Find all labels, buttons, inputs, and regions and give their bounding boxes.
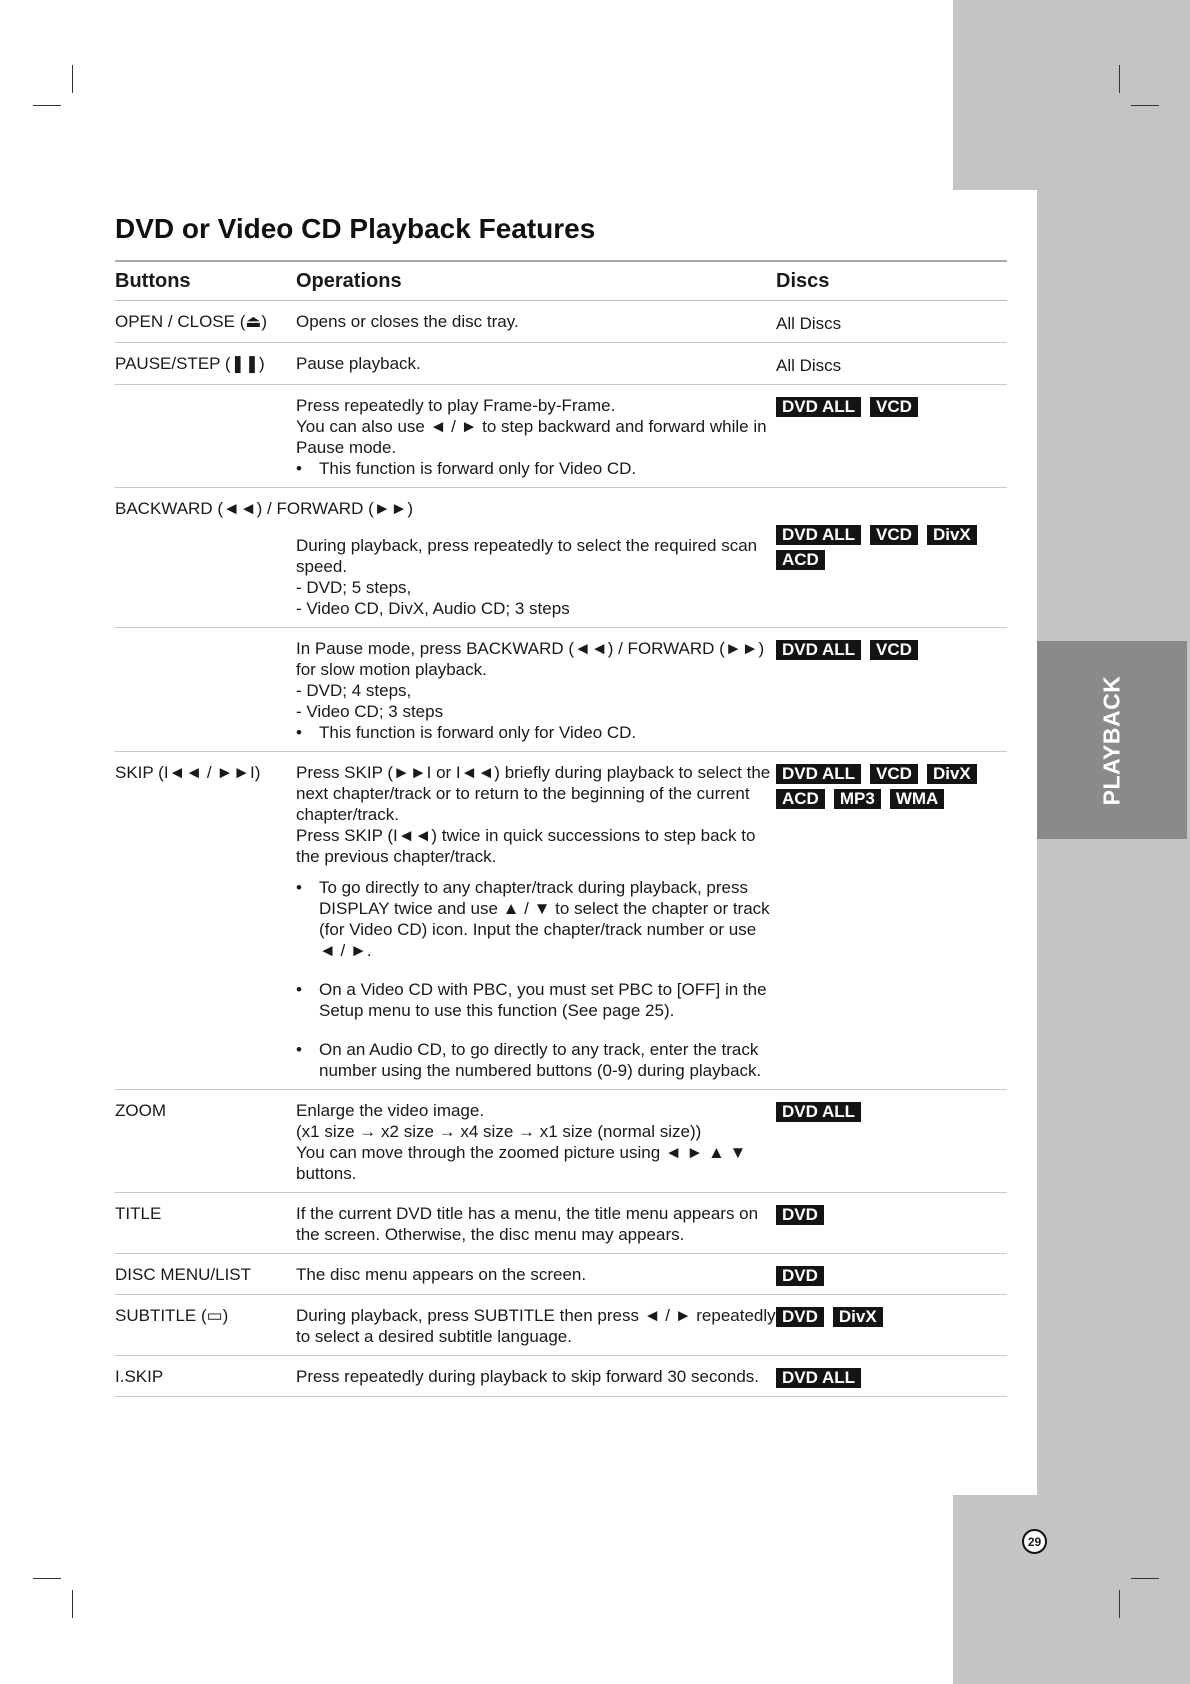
disc-badge: DVD ALL xyxy=(776,640,861,660)
row-button: DISC MENU/LIST xyxy=(115,1265,252,1284)
row-operation xyxy=(296,385,776,487)
row-button: PAUSE/STEP (❚❚) xyxy=(115,354,265,373)
operation-text: - DVD; 4 steps, xyxy=(296,681,412,700)
sidebar-background-right xyxy=(1037,190,1190,1495)
row-discs xyxy=(776,301,1007,342)
crop-mark xyxy=(72,65,73,93)
header-buttons: Buttons xyxy=(115,270,191,292)
disc-badge: DivX xyxy=(927,764,977,784)
operation-text: Press SKIP (►►I or I◄◄) briefly during playback to select the next chapter/track or to return to the beginning of the current chapter/track. xyxy=(296,763,771,824)
row-discs xyxy=(776,343,1007,384)
operation-notes xyxy=(296,458,776,479)
operation-note: • On an Audio CD, to go directly to any track, enter the track number using the numbered buttons (0-9) during playback. xyxy=(319,1039,776,1081)
table-row xyxy=(115,752,1007,1090)
disc-badge: WMA xyxy=(890,789,944,809)
table-row xyxy=(115,1193,1007,1254)
row-button: TITLE xyxy=(115,1204,162,1223)
row-operation xyxy=(296,1356,776,1396)
crop-mark xyxy=(1131,1578,1159,1579)
discs-text: All Discs xyxy=(776,314,842,333)
operation-text: (x1 size → x2 size → x4 size → x1 size (normal size)) xyxy=(296,1122,702,1141)
crop-mark xyxy=(33,1578,61,1579)
header-discs: Discs xyxy=(776,270,830,292)
row-discs xyxy=(776,752,1007,1089)
operation-text: You can also use ◄ / ► to step backward and forward while in Pause mode. xyxy=(296,417,767,457)
row-discs xyxy=(776,628,1007,751)
operation-text: Press SKIP (I◄◄) twice in quick successions to step back to the previous chapter/track. xyxy=(296,826,756,866)
section-tab xyxy=(1037,641,1187,839)
table-row xyxy=(115,385,1007,488)
table-row xyxy=(115,301,1007,343)
row-operation xyxy=(296,343,776,384)
row-discs xyxy=(776,1193,1007,1253)
disc-badge: DivX xyxy=(927,525,977,545)
disc-badge: DVD xyxy=(776,1307,824,1327)
operation-text: - DVD; 5 steps, xyxy=(296,578,412,597)
operation-text: Enlarge the video image. xyxy=(296,1101,485,1120)
disc-badge: DVD ALL xyxy=(776,1102,861,1122)
operation-text: You can move through the zoomed picture using ◄ ► ▲ ▼ buttons. xyxy=(296,1143,747,1183)
row-operation xyxy=(296,1254,776,1294)
table-header xyxy=(115,260,1007,301)
row-operation xyxy=(296,752,776,1089)
row-operation xyxy=(296,519,776,627)
row-button: ZOOM xyxy=(115,1101,166,1120)
disc-badge: ACD xyxy=(776,789,825,809)
operation-text: The disc menu appears on the screen. xyxy=(296,1265,587,1284)
operation-text: If the current DVD title has a menu, the title menu appears on the screen. Otherwise, the disc menu may appears. xyxy=(296,1204,759,1244)
table-row xyxy=(115,1254,1007,1295)
disc-badge: DVD ALL xyxy=(776,397,861,417)
disc-badge: DVD ALL xyxy=(776,525,861,545)
row-button: OPEN / CLOSE (⏏) xyxy=(115,312,268,331)
sidebar-background-bottom xyxy=(953,1495,1190,1684)
disc-badge: DivX xyxy=(833,1307,883,1327)
row-button: SUBTITLE (▭) xyxy=(115,1306,229,1325)
row-operation xyxy=(296,628,776,751)
row-button-spacer xyxy=(115,519,296,627)
row-discs xyxy=(776,1356,1007,1396)
operation-note: • To go directly to any chapter/track during playback, press DISPLAY twice and use ▲ / ▼ to select the chapter or track (for Video CD) icon. Input the chapter/track number or use ◄ / ►. xyxy=(319,877,776,961)
operation-note: • This function is forward only for Video CD. xyxy=(319,722,776,743)
page-number: 29 xyxy=(1022,1529,1047,1554)
disc-badge: DVD ALL xyxy=(776,1368,861,1388)
operation-text: Pause playback. xyxy=(296,354,421,373)
operation-text: During playback, press SUBTITLE then press ◄ / ► repeatedly to select a desired subtitle language. xyxy=(296,1306,776,1346)
disc-badge: MP3 xyxy=(834,789,881,809)
operation-text: Press repeatedly during playback to skip forward 30 seconds. xyxy=(296,1367,760,1386)
row-discs xyxy=(776,513,1007,627)
row-discs xyxy=(776,1254,1007,1294)
disc-badge: DVD xyxy=(776,1266,824,1286)
disc-badge: VCD xyxy=(870,525,918,545)
table-row xyxy=(115,1295,1007,1356)
crop-mark xyxy=(1131,105,1159,106)
operation-text: - Video CD, DivX, Audio CD; 3 steps xyxy=(296,599,570,618)
sidebar-background-top xyxy=(953,0,1190,190)
disc-badge: ACD xyxy=(776,550,825,570)
disc-badge: DVD xyxy=(776,1205,824,1225)
row-button xyxy=(115,385,296,487)
operation-text: Opens or closes the disc tray. xyxy=(296,312,519,331)
table-row xyxy=(115,488,1007,628)
row-operation xyxy=(296,1295,776,1355)
operation-notes xyxy=(296,877,776,1081)
operation-text: Press repeatedly to play Frame-by-Frame. xyxy=(296,396,616,415)
row-discs xyxy=(776,1295,1007,1355)
disc-badge: VCD xyxy=(870,640,918,660)
disc-badge: VCD xyxy=(870,397,918,417)
table-row xyxy=(115,628,1007,752)
crop-mark xyxy=(1119,65,1120,93)
disc-badge: DVD ALL xyxy=(776,764,861,784)
section-tab-label: PLAYBACK xyxy=(1098,675,1125,805)
row-button: SKIP (I◄◄ / ►►I) xyxy=(115,763,261,782)
table-row xyxy=(115,343,1007,385)
crop-mark xyxy=(72,1590,73,1618)
operation-text: In Pause mode, press BACKWARD (◄◄) / FORWARD (►►) for slow motion playback. xyxy=(296,639,765,679)
row-button: I.SKIP xyxy=(115,1367,164,1386)
crop-mark xyxy=(33,105,61,106)
header-operations: Operations xyxy=(296,270,402,292)
row-operation xyxy=(296,1090,776,1192)
row-button: BACKWARD (◄◄) / FORWARD (►►) xyxy=(115,499,414,518)
table-row xyxy=(115,1090,1007,1193)
row-discs xyxy=(776,1090,1007,1192)
operation-notes xyxy=(296,722,776,743)
row-operation xyxy=(296,1193,776,1253)
disc-badge: VCD xyxy=(870,764,918,784)
row-button xyxy=(115,628,296,751)
row-discs xyxy=(776,385,1007,487)
crop-mark xyxy=(1119,1590,1120,1618)
features-table xyxy=(115,260,1007,1397)
discs-text: All Discs xyxy=(776,356,842,375)
table-row xyxy=(115,1356,1007,1397)
operation-text: - Video CD; 3 steps xyxy=(296,702,444,721)
row-operation xyxy=(296,301,776,342)
operation-text: During playback, press repeatedly to select the required scan speed. xyxy=(296,536,758,576)
operation-note: • This function is forward only for Video CD. xyxy=(319,458,776,479)
operation-note: • On a Video CD with PBC, you must set PBC to [OFF] in the Setup menu to use this function (See page 25). xyxy=(319,979,776,1021)
page-title: DVD or Video CD Playback Features xyxy=(115,213,596,244)
